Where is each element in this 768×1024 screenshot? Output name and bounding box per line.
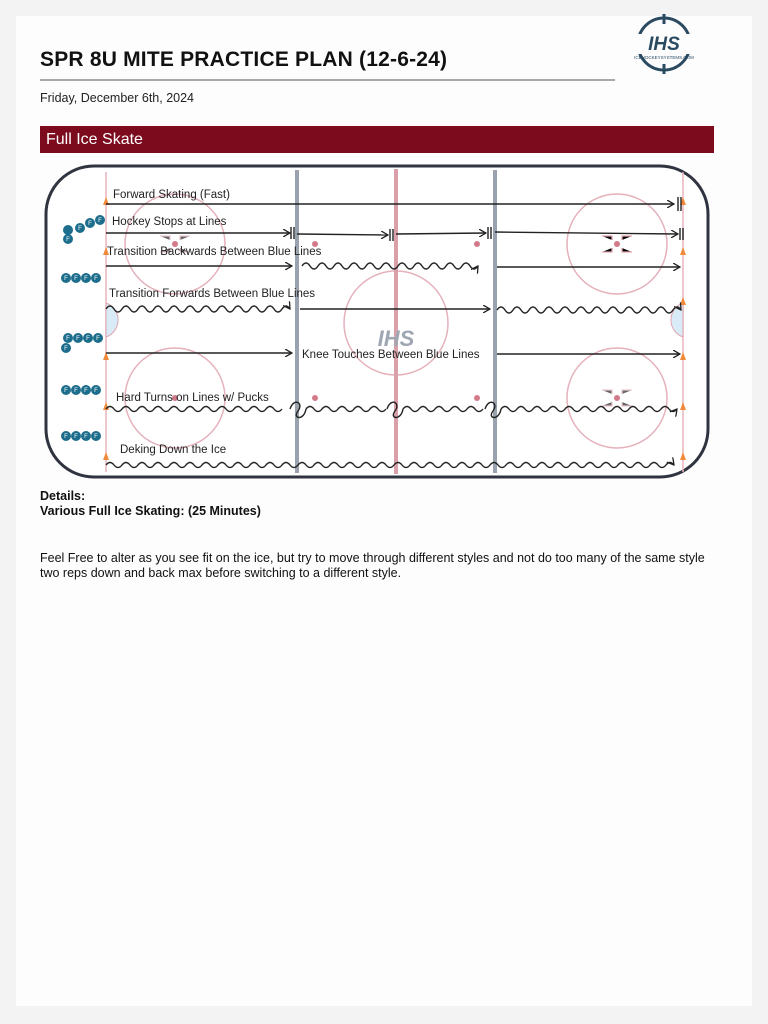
svg-text:F: F	[94, 388, 98, 394]
faceoff-dot	[474, 395, 480, 401]
details-label: Details:	[40, 489, 86, 503]
svg-text:F: F	[94, 434, 98, 440]
lane-label: Hockey Stops at Lines	[112, 216, 227, 228]
ihs-logo	[622, 14, 706, 74]
svg-text:F: F	[64, 276, 68, 282]
rink-boards	[46, 166, 708, 477]
svg-text:F: F	[76, 336, 80, 342]
svg-text:F: F	[94, 276, 98, 282]
svg-text:F: F	[74, 388, 78, 394]
faceoff-dot	[474, 241, 480, 247]
lane-label: Transition Backwards Between Blue Lines	[107, 246, 322, 258]
svg-text:F: F	[64, 434, 68, 440]
center-ice-logo: IHS	[377, 326, 415, 351]
section-title: Full Ice Skate	[46, 131, 143, 148]
rink-diagram	[40, 160, 714, 482]
faceoff-dot	[614, 395, 620, 401]
svg-text:F: F	[84, 388, 88, 394]
svg-text:F: F	[98, 218, 102, 224]
svg-text:F: F	[86, 336, 90, 342]
logo-text: IHS	[648, 34, 680, 55]
practice-date: Friday, December 6th, 2024	[40, 91, 195, 105]
section-header	[40, 126, 714, 153]
svg-text:F: F	[64, 388, 68, 394]
svg-text:F: F	[74, 276, 78, 282]
page-title: SPR 8U MITE PRACTICE PLAN (12-6-24)	[40, 48, 448, 71]
svg-text:F: F	[66, 336, 70, 342]
lane-label: Deking Down the Ice	[120, 444, 227, 456]
svg-text:F: F	[78, 226, 82, 232]
lane-label: Knee Touches Between Blue Lines	[302, 349, 480, 361]
svg-text:F: F	[66, 237, 70, 243]
drill-duration-title: Various Full Ice Skating: (25 Minutes)	[40, 504, 261, 518]
lane-label: Forward Skating (Fast)	[113, 189, 230, 201]
lane-label: Hard Turns on Lines w/ Pucks	[116, 392, 269, 404]
svg-text:F: F	[84, 434, 88, 440]
svg-text:F: F	[64, 346, 68, 352]
svg-text:F: F	[96, 336, 100, 342]
svg-text:F: F	[88, 221, 92, 227]
lane-label: Transition Forwards Between Blue Lines	[109, 288, 316, 300]
faceoff-dot	[312, 395, 318, 401]
logo-subtext: ICEHOCKEYSYSTEMS.COM	[634, 55, 694, 60]
drill-notes: Feel Free to alter as you see fit on the ice, but try to move through different styles and not do too many of the same style two reps down and back max before switching to a different style.	[40, 551, 705, 580]
title-divider	[40, 79, 615, 81]
svg-text:F: F	[74, 434, 78, 440]
svg-text:F: F	[84, 276, 88, 282]
faceoff-dot	[614, 241, 620, 247]
